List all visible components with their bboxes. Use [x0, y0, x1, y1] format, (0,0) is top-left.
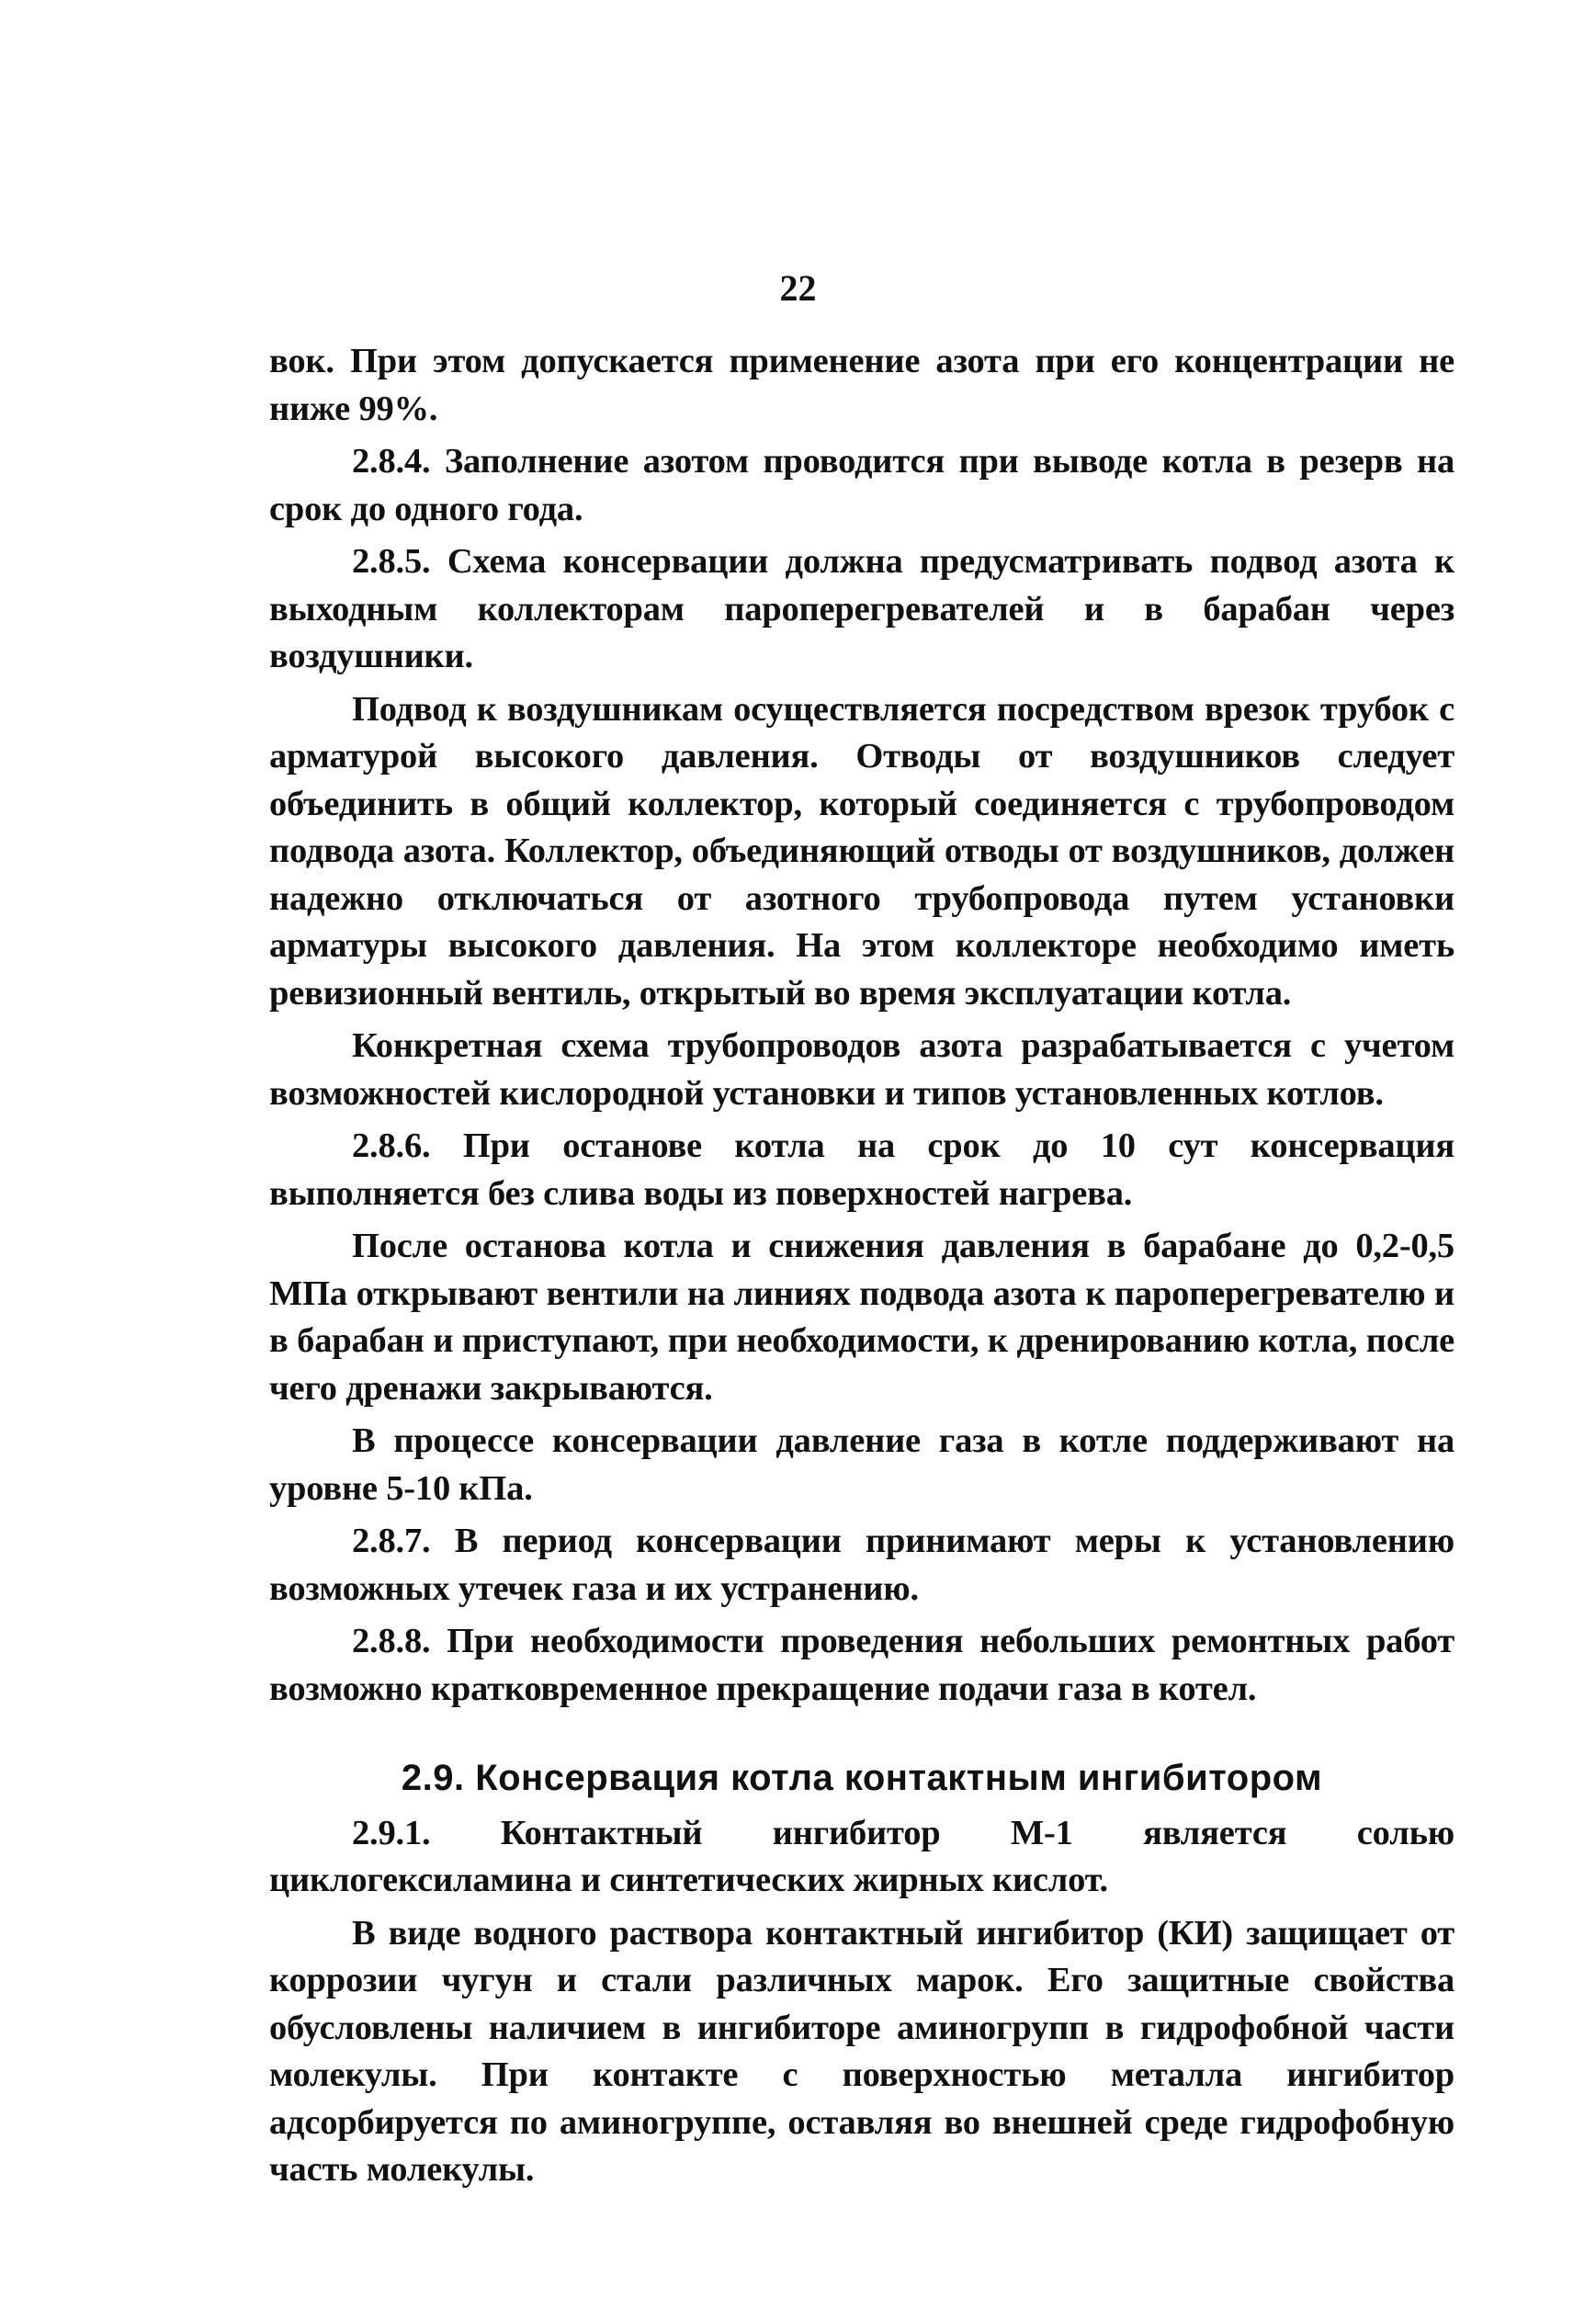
paragraph-piping-scheme: Конкретная схема трубопроводов азота разрабатывается с учетом возможностей кислородной установки и типов установленных котлов.	[269, 1026, 1455, 1113]
paragraph-2-9-1: 2.9.1. Контактный ингибитор М-1 является солью циклогексиламина и синтетических жирных кислот.	[269, 1813, 1455, 1899]
paragraph-after-shutdown: После останова котла и снижения давления в барабане до 0,2-0,5 МПа открывают вентили на линиях подвода азота к пароперегревателю и в барабан и приступают, при необходимости, к дренированию котла, после чего дренажи закрываются.	[269, 1227, 1455, 1408]
paragraph-2-8-6: 2.8.6. При останове котла на срок до 10 сут консервация выполняется без слива воды из поверхностей нагрева.	[269, 1127, 1455, 1213]
paragraph-2-8-4: 2.8.4. Заполнение азотом проводится при выводе котла в резерв на срок до одного года.	[269, 442, 1455, 528]
paragraph-air-vents: Подвод к воздушникам осуществляется посредством врезок трубок с арматурой высокого давления. Отводы от воздушников следует объединить в общий коллектор, который соединяется с трубопроводом подвода азота. Коллектор, объединяющий отводы от воздушников, должен надежно отключаться от азотного трубопровода путем установки арматуры высокого давления. На этом коллекторе необходимо иметь ревизионный вентиль, открытый во время эксплуатации котла.	[269, 689, 1455, 1013]
paragraph-gas-pressure: В процессе консервации давление газа в котле поддерживают на уровне 5-10 кПа.	[269, 1421, 1455, 1508]
section-heading: 2.9. Консервация котла контактным ингибитором	[401, 1758, 1323, 1798]
paragraph-inhibitor-properties: В виде водного раствора контактный ингибитор (КИ) защищает от коррозии чугун и стали различных марок. Его защитные свойства обусловлены наличием в ингибиторе аминогрупп в гидрофобной части молекулы. При контакте с поверхностью металла ингибитор адсорбируется по аминогруппе, оставляя во внешней среде гидрофобную часть молекулы.	[269, 1913, 1455, 2189]
document-body	[269, 338, 1455, 2194]
paragraph-2-8-7: 2.8.7. В период консервации принимают меры к установлению возможных утечек газа и их устранению.	[269, 1522, 1455, 1608]
paragraph-2-8-8: 2.8.8. При необходимости проведения небольших ремонтных работ возможно кратковременное прекращение подачи газа в котел.	[269, 1622, 1455, 1708]
paragraph-2-8-5: 2.8.5. Схема консервации должна предусматривать подвод азота к выходным коллекторам пароперегревателей и в барабан через воздушники.	[269, 542, 1455, 675]
paragraph-continuation: вок. При этом допускается применение азота при его концентрации не ниже 99%.	[269, 342, 1455, 428]
page-number: 22	[779, 267, 817, 309]
